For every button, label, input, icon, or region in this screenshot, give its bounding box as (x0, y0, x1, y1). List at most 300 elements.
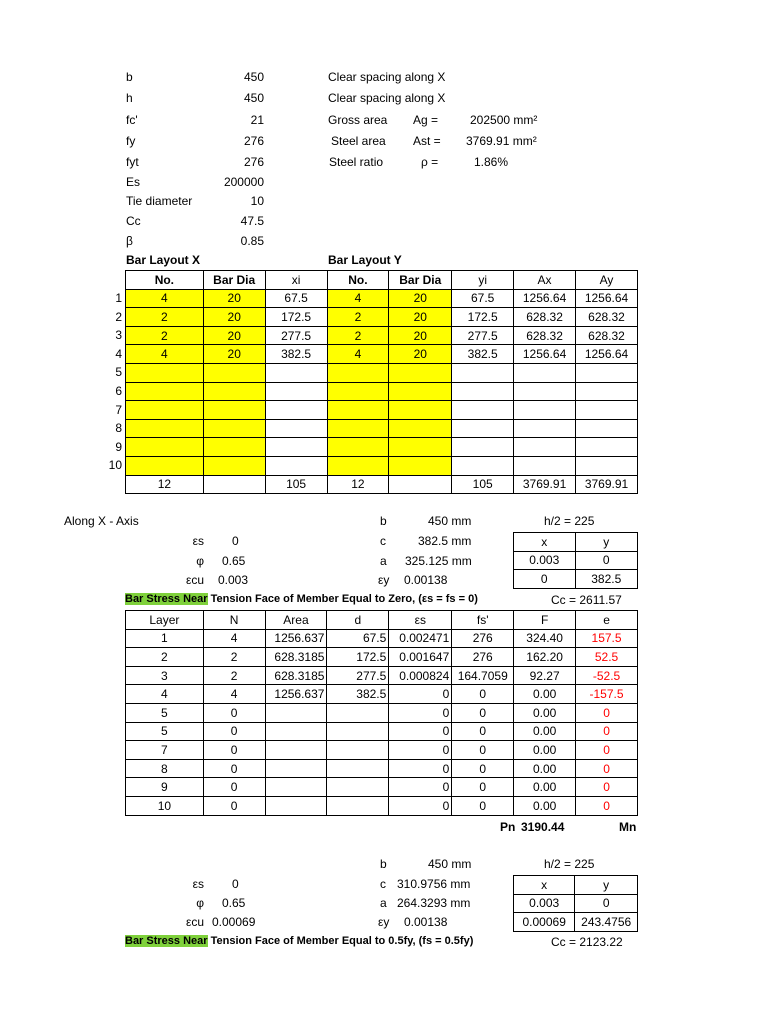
table-cell (203, 401, 265, 420)
xy-header: x (514, 876, 575, 895)
table-row (514, 533, 638, 552)
table-cell: 20 (203, 326, 265, 345)
table-cell (389, 363, 452, 382)
table-cell (514, 419, 576, 438)
totals-row (126, 475, 638, 494)
table-cell: 382.5 (452, 345, 514, 364)
table-cell: 20 (389, 326, 452, 345)
table-cell: 2 (126, 326, 204, 345)
table-cell: 0.001647 (389, 648, 452, 667)
param-value: 200000 (223, 175, 264, 189)
table-row (514, 570, 638, 589)
bar-layout-table (125, 270, 638, 494)
table-cell (576, 456, 638, 475)
table-cell: 172.5 (327, 648, 389, 667)
table-header-row (126, 271, 638, 290)
xy-cell: 382.5 (575, 570, 638, 589)
table-row (126, 741, 638, 760)
table-cell: 1256.64 (514, 289, 576, 308)
gross-area-symbol: Ag = (413, 113, 439, 127)
table-row (126, 382, 638, 401)
table-cell: 92.27 (514, 666, 576, 685)
xy-cell: 243.4756 (575, 913, 638, 932)
table-cell (576, 382, 638, 401)
stress-condition-note (125, 593, 478, 605)
table-row (126, 401, 638, 420)
table-cell: 0 (576, 778, 638, 797)
table-row (514, 876, 638, 895)
table-cell: 4 (327, 345, 389, 364)
table-cell (126, 382, 204, 401)
table-cell: 1256.64 (576, 345, 638, 364)
table-cell: 20 (203, 289, 265, 308)
total-cell (389, 475, 452, 494)
table-cell (327, 722, 389, 741)
table-cell (265, 703, 327, 722)
b-label: b (380, 514, 387, 528)
xy-table (513, 532, 638, 589)
table-cell (265, 438, 327, 457)
table-cell: 4 (126, 345, 204, 364)
table-row (126, 685, 638, 704)
stress-condition-text: Tension Face of Member Equal to Zero, (εs = fs = 0) (207, 593, 478, 605)
phi-label: φ (196, 896, 204, 910)
param-label: fc' (126, 113, 138, 127)
table-cell (327, 456, 389, 475)
table-cell: 20 (203, 345, 265, 364)
table-cell: 0.00 (514, 759, 576, 778)
a-label: a (380, 896, 387, 910)
eps-y-value: 0.00138 (404, 915, 448, 929)
table-cell: 628.3185 (265, 648, 327, 667)
table-cell (452, 419, 514, 438)
table-cell: 0 (389, 722, 452, 741)
a-value: 264.3293 mm (397, 896, 471, 910)
param-value: 47.5 (240, 214, 264, 228)
table-cell: 4 (126, 289, 204, 308)
table-cell: 1256.637 (265, 629, 327, 648)
header-cell: Ay (576, 271, 638, 290)
table-cell: 0 (452, 778, 514, 797)
total-cell: 105 (452, 475, 514, 494)
phi-value: 0.65 (222, 554, 246, 568)
table-row (126, 722, 638, 741)
table-cell: 0 (389, 703, 452, 722)
xy-header: y (575, 876, 638, 895)
xy-header: y (575, 533, 638, 552)
table-cell: 20 (389, 308, 452, 327)
header-cell: N (203, 611, 265, 630)
table-cell: 2 (327, 326, 389, 345)
table-cell (389, 438, 452, 457)
table-cell: 628.3185 (265, 666, 327, 685)
row-number: 3 (115, 328, 122, 342)
xy-cell: 0 (575, 894, 638, 913)
row-number: 2 (115, 310, 122, 324)
xy-header: x (514, 533, 576, 552)
section-title: Along X - Axis (64, 514, 139, 528)
cc-value: Cc = 2611.57 (551, 593, 622, 607)
table-cell (265, 363, 327, 382)
table-row (126, 703, 638, 722)
table-cell (576, 401, 638, 420)
table-cell: 0 (452, 722, 514, 741)
param-label: Es (126, 175, 141, 189)
table-cell (576, 438, 638, 457)
row-number: 9 (115, 440, 122, 454)
xy-cell: 0.003 (514, 551, 576, 570)
half-height: h/2 = 225 (544, 514, 595, 528)
steel-area-label: Steel area (331, 134, 386, 148)
table-cell: 0.00 (514, 741, 576, 760)
table-cell: 0 (203, 796, 265, 815)
steel-area-value: 3769.91 mm² (466, 134, 537, 148)
total-cell (203, 475, 265, 494)
table-cell: 3 (126, 666, 204, 685)
param-value: 450 (243, 91, 264, 105)
row-number: 6 (115, 384, 122, 398)
total-cell: 3769.91 (576, 475, 638, 494)
table-cell: -157.5 (576, 685, 638, 704)
table-cell: 0 (452, 703, 514, 722)
table-cell (265, 382, 327, 401)
table-cell: 0 (452, 796, 514, 815)
table-cell: 382.5 (265, 345, 327, 364)
table-row (126, 456, 638, 475)
table-cell: 628.32 (514, 308, 576, 327)
table-cell: 2 (126, 308, 204, 327)
table-cell (327, 778, 389, 797)
table-cell: 0 (203, 703, 265, 722)
steel-area-symbol: Ast = (413, 134, 441, 148)
table-cell: 0.002471 (389, 629, 452, 648)
table-cell: 0 (576, 796, 638, 815)
table-cell: 0 (389, 685, 452, 704)
param-value: 0.85 (240, 234, 264, 248)
header-cell: Area (265, 611, 327, 630)
table-cell: 20 (203, 308, 265, 327)
table-cell: 2 (126, 648, 204, 667)
table-row (126, 759, 638, 778)
bar-layout-x-title: Bar Layout X (126, 253, 201, 267)
header-cell: No. (327, 271, 389, 290)
xy-cell: 0.003 (514, 894, 575, 913)
table-cell (265, 796, 327, 815)
mn-label: Mn (619, 820, 637, 834)
table-cell (327, 703, 389, 722)
param-label: h (126, 91, 133, 105)
table-cell: -52.5 (576, 666, 638, 685)
row-number: 5 (115, 365, 122, 379)
table-cell (389, 456, 452, 475)
clear-spacing-x-label: Clear spacing along X (328, 91, 446, 105)
param-label: Cc (126, 214, 141, 228)
table-cell: 0 (452, 759, 514, 778)
table-cell (327, 363, 389, 382)
table-cell: 0 (576, 759, 638, 778)
table-row (514, 551, 638, 570)
table-row (514, 894, 638, 913)
table-cell (327, 796, 389, 815)
row-number: 10 (108, 458, 122, 472)
table-cell: 277.5 (327, 666, 389, 685)
table-cell: 67.5 (265, 289, 327, 308)
steel-ratio-value: 1.86% (474, 155, 509, 169)
row-number: 7 (115, 403, 122, 417)
table-cell (265, 722, 327, 741)
table-cell: 0 (389, 741, 452, 760)
table-cell (265, 419, 327, 438)
table-cell: 162.20 (514, 648, 576, 667)
table-cell (265, 759, 327, 778)
table-cell: 10 (126, 796, 204, 815)
table-cell: 2 (203, 666, 265, 685)
eps-s-label: εs (192, 877, 204, 891)
table-cell: 7 (126, 741, 204, 760)
table-cell: 0 (576, 722, 638, 741)
xy-cell: 0.00069 (514, 913, 575, 932)
table-cell (389, 401, 452, 420)
header-cell: Bar Dia (389, 271, 452, 290)
table-cell (452, 438, 514, 457)
param-label: Tie diameter (126, 194, 193, 208)
half-height: h/2 = 225 (544, 857, 595, 871)
table-row (126, 796, 638, 815)
table-cell: 0 (203, 759, 265, 778)
param-value: 276 (243, 155, 264, 169)
eps-s-label: εs (192, 534, 204, 548)
table-cell (265, 456, 327, 475)
table-row (126, 778, 638, 797)
table-cell: 2 (203, 648, 265, 667)
b-value: 450 mm (428, 514, 472, 528)
table-cell (203, 382, 265, 401)
table-cell (327, 741, 389, 760)
table-cell: 20 (389, 289, 452, 308)
row-number: 8 (115, 421, 122, 435)
gross-area-value: 202500 mm² (470, 113, 538, 127)
table-cell: 4 (126, 685, 204, 704)
layer-table (125, 610, 638, 816)
table-cell: 628.32 (514, 326, 576, 345)
header-cell: d (327, 611, 389, 630)
row-number: 4 (115, 347, 122, 361)
table-row (126, 419, 638, 438)
table-cell (452, 401, 514, 420)
table-cell (327, 759, 389, 778)
table-cell: 5 (126, 722, 204, 741)
table-cell (576, 419, 638, 438)
header-cell: F (514, 611, 576, 630)
table-cell: 2 (327, 308, 389, 327)
phi-value: 0.65 (222, 896, 246, 910)
phi-label: φ (196, 554, 204, 568)
table-cell (389, 382, 452, 401)
table-cell (203, 438, 265, 457)
table-cell: 0 (389, 759, 452, 778)
steel-ratio-label: Steel ratio (329, 155, 384, 169)
table-cell (327, 438, 389, 457)
header-cell: fs' (452, 611, 514, 630)
table-cell: 0.00 (514, 685, 576, 704)
table-cell: 324.40 (514, 629, 576, 648)
table-cell: 52.5 (576, 648, 638, 667)
eps-cu-label: εcu (185, 573, 204, 587)
table-cell (514, 382, 576, 401)
eps-cu-value: 0.00069 (212, 915, 256, 929)
total-cell: 12 (126, 475, 204, 494)
table-row (126, 438, 638, 457)
table-cell: 1256.64 (514, 345, 576, 364)
total-cell: 12 (327, 475, 389, 494)
table-cell (203, 419, 265, 438)
table-cell: 5 (126, 703, 204, 722)
b-value: 450 mm (428, 857, 472, 871)
header-cell: No. (126, 271, 204, 290)
xy-cell: 0 (575, 551, 638, 570)
table-cell: 9 (126, 778, 204, 797)
eps-cu-value: 0.003 (218, 573, 249, 587)
table-cell (327, 401, 389, 420)
table-cell (514, 456, 576, 475)
table-cell (203, 363, 265, 382)
table-cell: 277.5 (452, 326, 514, 345)
table-cell: 20 (389, 345, 452, 364)
table-cell: 4 (327, 289, 389, 308)
table-cell (452, 456, 514, 475)
table-cell (452, 382, 514, 401)
table-row (126, 289, 638, 308)
highlight-text: Bar Stress Near (125, 935, 208, 947)
table-cell: 0 (203, 778, 265, 797)
eps-s-value: 0 (232, 877, 239, 891)
table-cell (126, 363, 204, 382)
c-value: 382.5 mm (418, 534, 472, 548)
table-cell: 1256.64 (576, 289, 638, 308)
table-cell: 0 (452, 685, 514, 704)
table-cell: 4 (203, 685, 265, 704)
param-value: 10 (250, 194, 264, 208)
table-cell (126, 456, 204, 475)
table-cell: 276 (452, 629, 514, 648)
table-header-row (126, 611, 638, 630)
param-label: fy (126, 134, 136, 148)
table-cell (126, 438, 204, 457)
table-cell: 0 (203, 741, 265, 760)
param-label: fyt (126, 155, 139, 169)
c-value: 310.9756 mm (397, 877, 471, 891)
eps-cu-label: εcu (185, 915, 204, 929)
param-value: 21 (250, 113, 264, 127)
eps-y-label: εy (378, 915, 390, 929)
table-cell (514, 438, 576, 457)
table-cell (327, 382, 389, 401)
gross-area-label: Gross area (328, 113, 388, 127)
table-cell: 1256.637 (265, 685, 327, 704)
a-value: 325.125 mm (405, 554, 472, 568)
table-cell (514, 401, 576, 420)
table-cell (203, 456, 265, 475)
b-label: b (380, 857, 387, 871)
table-cell: 0.000824 (389, 666, 452, 685)
header-cell: yi (452, 271, 514, 290)
param-label: β (126, 234, 133, 248)
table-cell (265, 401, 327, 420)
table-cell: 277.5 (265, 326, 327, 345)
table-row (126, 648, 638, 667)
eps-y-value: 0.00138 (404, 573, 448, 587)
total-cell: 105 (265, 475, 327, 494)
table-cell: 4 (203, 629, 265, 648)
stress-condition-note (125, 935, 473, 947)
table-row (126, 629, 638, 648)
pn-label: Pn (500, 820, 516, 834)
table-cell: 1 (126, 629, 204, 648)
clear-spacing-x-label: Clear spacing along X (328, 70, 446, 84)
header-cell: Bar Dia (203, 271, 265, 290)
table-cell: 0 (389, 778, 452, 797)
eps-y-label: εy (378, 573, 390, 587)
c-label: c (380, 534, 386, 548)
xy-table (513, 875, 638, 932)
bar-layout-body (126, 289, 638, 475)
table-row (514, 913, 638, 932)
table-cell: 0 (203, 722, 265, 741)
bar-layout-y-title: Bar Layout Y (328, 253, 402, 267)
header-cell: Ax (514, 271, 576, 290)
cc-value: Cc = 2123.22 (551, 935, 623, 949)
table-cell (452, 363, 514, 382)
layer-table-body (126, 629, 638, 815)
table-cell (327, 419, 389, 438)
table-cell: 0.00 (514, 703, 576, 722)
param-label: b (126, 70, 133, 84)
table-cell: 0 (576, 703, 638, 722)
total-cell: 3769.91 (514, 475, 576, 494)
table-cell: 382.5 (327, 685, 389, 704)
table-row (126, 326, 638, 345)
c-label: c (380, 877, 386, 891)
table-cell: 172.5 (452, 308, 514, 327)
table-cell (514, 363, 576, 382)
table-cell (576, 363, 638, 382)
table-cell (265, 778, 327, 797)
table-cell (389, 419, 452, 438)
param-value: 276 (243, 134, 264, 148)
table-cell: 0 (389, 796, 452, 815)
table-cell: 628.32 (576, 308, 638, 327)
xy-cell: 0 (514, 570, 576, 589)
table-cell: 67.5 (327, 629, 389, 648)
table-cell: 164.7059 (452, 666, 514, 685)
param-value: 450 (243, 70, 264, 84)
table-cell (265, 741, 327, 760)
table-cell (126, 401, 204, 420)
table-cell: 0 (452, 741, 514, 760)
table-cell: 67.5 (452, 289, 514, 308)
row-number: 1 (115, 291, 122, 305)
highlight-text: Bar Stress Near (125, 593, 208, 605)
table-cell: 276 (452, 648, 514, 667)
header-cell: xi (265, 271, 327, 290)
table-cell: 0.00 (514, 778, 576, 797)
stress-condition-text: Tension Face of Member Equal to 0.5fy, (fs = 0.5fy) (207, 935, 474, 947)
table-row (126, 666, 638, 685)
a-label: a (380, 554, 387, 568)
table-cell: 628.32 (576, 326, 638, 345)
steel-ratio-symbol: ρ = (421, 155, 439, 169)
header-cell: e (576, 611, 638, 630)
